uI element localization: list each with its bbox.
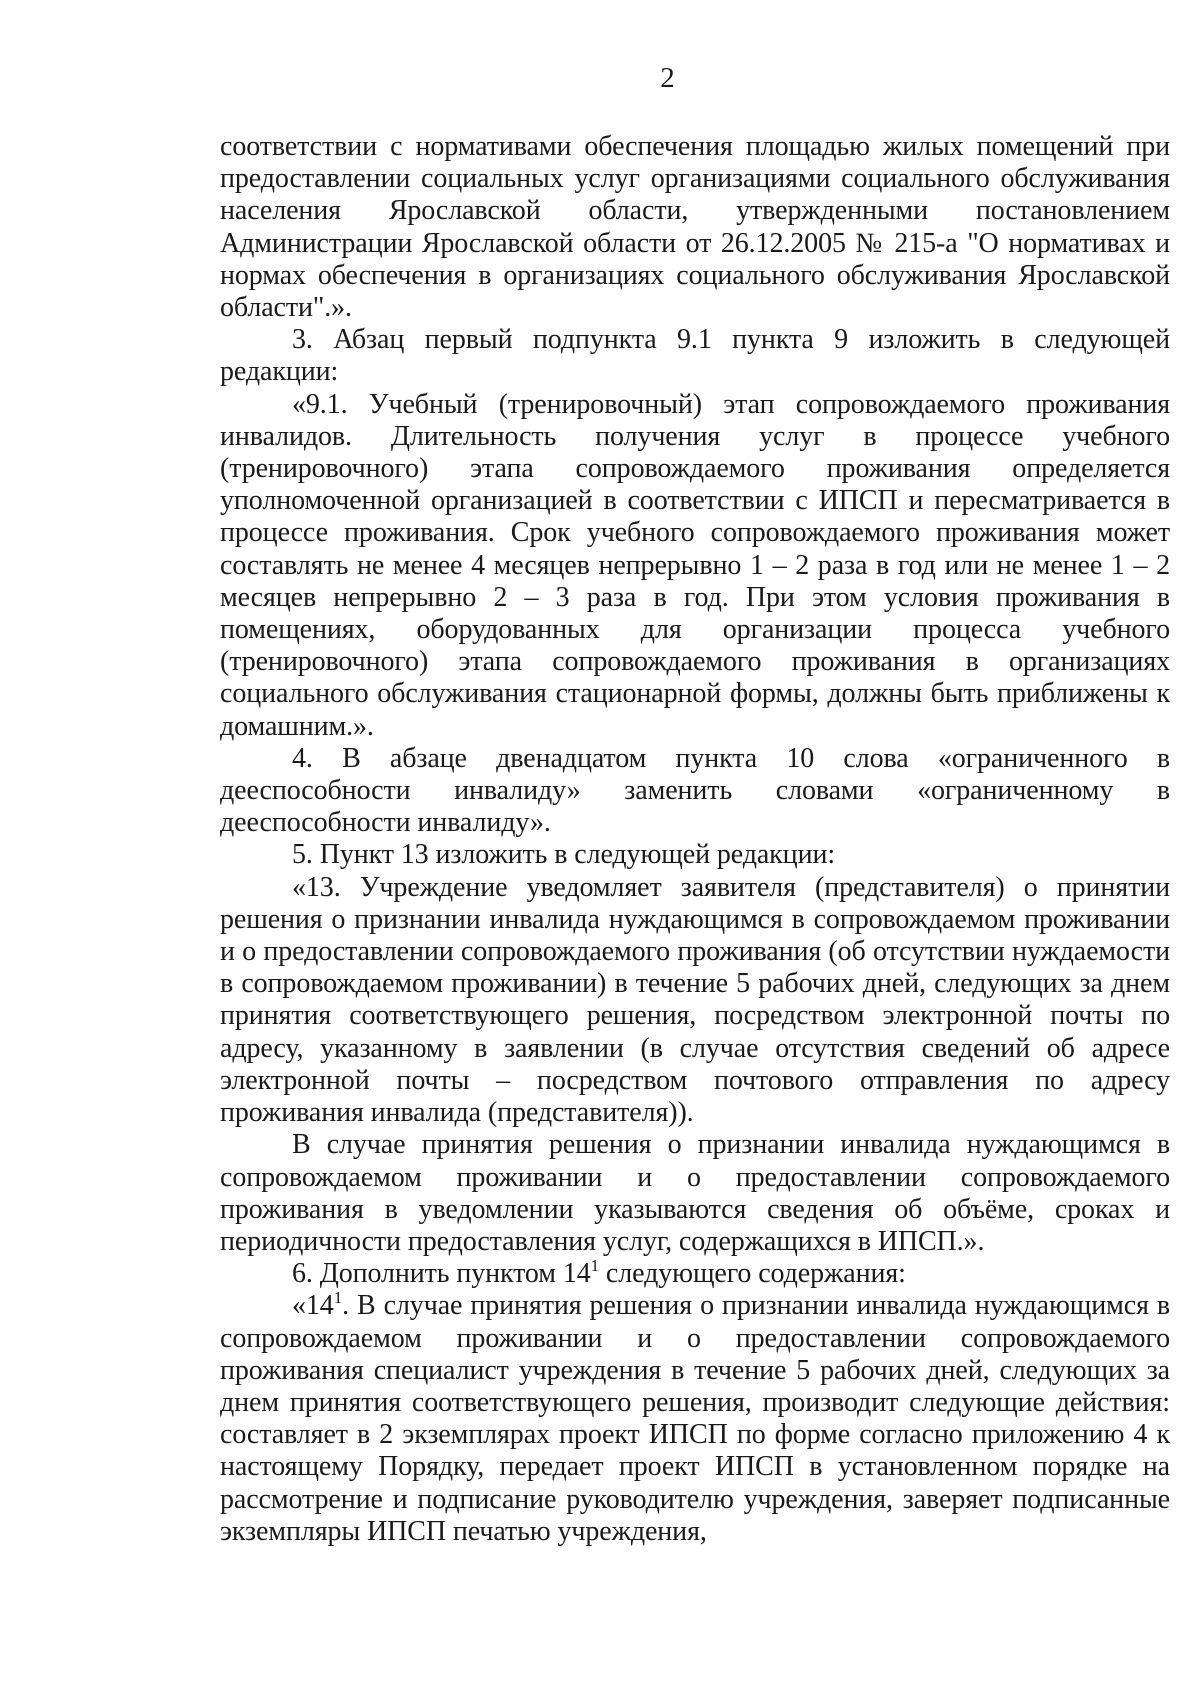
paragraph-quote-14-1 bbox=[220, 1290, 1170, 1548]
paragraph-item-6-text-after: следующего содержания: bbox=[599, 1258, 906, 1290]
superscript-1: 1 bbox=[333, 1288, 343, 1308]
paragraph-quote-13-second: В случае принятия решения о признании инвалида нуждающимся в сопровождаемом проживании и о предоставлении сопровождаемого проживания в уведомлении указываются сведения об объёме, сроках и периодичности предоставления услуг, содержащихся в ИПСП.». bbox=[220, 1129, 1170, 1257]
paragraph-item-3: 3. Абзац первый подпункта 9.1 пункта 9 изложить в следующей редакции: bbox=[220, 324, 1170, 388]
paragraph-quote-14-1-text-before: «14 bbox=[292, 1290, 334, 1322]
page-number: 2 bbox=[660, 62, 675, 94]
paragraph-item-6-text-before: 6. Дополнить пунктом 14 bbox=[292, 1258, 591, 1290]
superscript-1: 1 bbox=[590, 1256, 600, 1276]
paragraph-quote-9-1: «9.1. Учебный (тренировочный) этап сопровождаемого проживания инвалидов. Длительность получения услуг в процессе учебного (тренировочного) этапа сопровождаемого проживания определяется уполномоченной организацией в соответствии с ИПСП и пересматривается в процессе проживания. Срок учебного сопровождаемого проживания может составлять не менее 4 месяцев непрерывно 1 – 2 раза в год или не менее 1 – 2 месяцев непрерывно 2 – 3 раза в год. При этом условия проживания в помещениях, оборудованных для организации процесса учебного (тренировочного) этапа сопровождаемого проживания в организациях социального обслуживания стационарной формы, должны быть приближены к домашним.». bbox=[220, 388, 1170, 742]
paragraph-item-5: 5. Пункт 13 изложить в следующей редакции: bbox=[292, 839, 836, 871]
paragraph-item-6 bbox=[220, 1258, 1170, 1290]
paragraph-continuation: соответствии с нормативами обеспечения площадью жилых помещений при предоставлении социальных услуг организациями социального обслуживания населения Ярославской области, утвержденными постановлением Администрации Ярославской области от 26.12.2005 № 215-а "О нормативах и нормах обеспечения в организациях социального обслуживания Ярославской области".». bbox=[220, 131, 1170, 324]
document-body bbox=[220, 131, 1170, 1548]
paragraph-quote-14-1-text-after: . В случае принятия решения о признании инвалида нуждающимся в сопровождаемом проживании и о предоставлении сопровождаемого проживания специалист учреждения в течение 5 рабочих дней, следующих за днем принятия соответствующего решения, производит следующие действия: составляет в 2 экземплярах проект ИПСП по форме согласно приложению 4 к настоящему Порядку, передает проект ИПСП в установленном порядке на рассмотрение и подписание руководителю учреждения, заверяет подписанные экземпляры ИПСП печатью учреждения, bbox=[220, 1290, 1170, 1547]
paragraph-quote-13: «13. Учреждение уведомляет заявителя (представителя) о принятии решения о признании инвалида нуждающимся в сопровождаемом проживании и о предоставлении сопровождаемого проживания (об отсутствии нуждаемости в сопровождаемом проживании) в течение 5 рабочих дней, следующих за днем принятия соответствующего решения, посредством электронной почты по адресу, указанному в заявлении (в случае отсутствия сведений об адресе электронной почты – посредством почтового отправления по адресу проживания инвалида (представителя)). bbox=[220, 871, 1170, 1129]
paragraph-item-4: 4. В абзаце двенадцатом пункта 10 слова «ограниченного в дееспособности инвалиду» заменить словами «ограниченному в дееспособности инвалиду». bbox=[220, 742, 1170, 839]
